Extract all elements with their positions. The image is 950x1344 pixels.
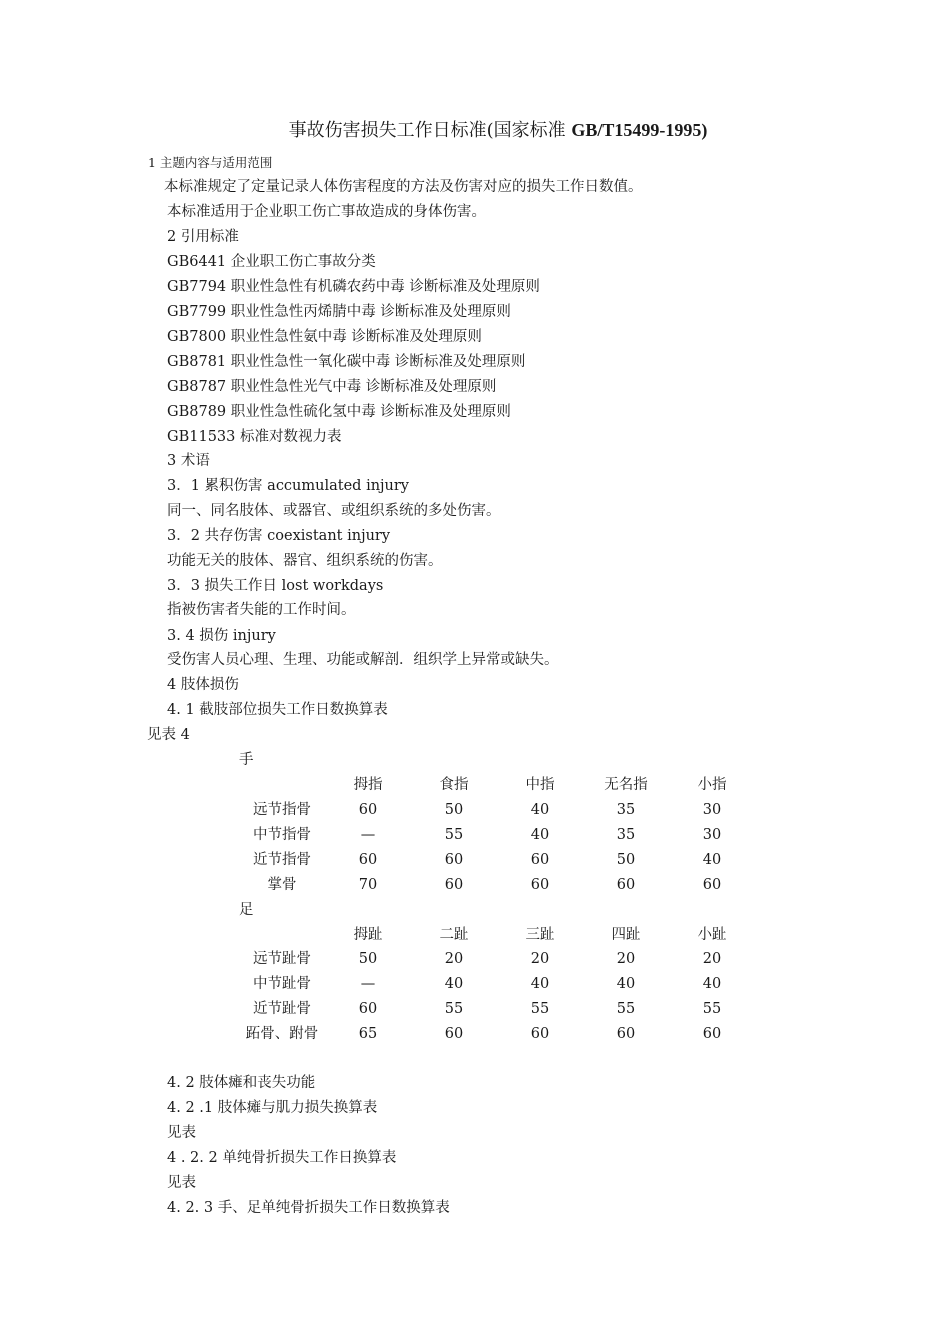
table-cell: 60: [530, 852, 550, 868]
table-cell: 60: [444, 852, 464, 868]
row-label: 近节指骨: [253, 852, 311, 868]
subsection-heading: 4. 2. 3 手、足单纯骨折损失工作日数换算表: [167, 1200, 450, 1216]
term-definition: 受伤害人员心理、生理、功能或解剖．组织学上异常或缺失。: [167, 652, 559, 668]
table-cell: 60: [358, 802, 378, 818]
table-cell: 60: [530, 1026, 550, 1042]
table-cell: 20: [702, 951, 722, 967]
reference-item: GB8789 职业性急性硫化氢中毒 诊断标准及处理原则: [167, 404, 511, 420]
table-cell: —: [360, 827, 376, 843]
term-heading: 3．3 损失工作日 lost workdays: [167, 578, 384, 594]
table-cell: 40: [616, 976, 636, 992]
table-cell: 60: [358, 852, 378, 868]
table-reference: 见表: [167, 1175, 196, 1191]
row-label: 远节趾骨: [253, 951, 311, 967]
table-cell: 60: [358, 1001, 378, 1017]
table-cell: 70: [358, 877, 378, 893]
table-cell: 65: [358, 1026, 378, 1042]
paragraph-scope: 本标准规定了定量记录人体伤害程度的方法及伤害对应的损失工作日数值。: [164, 179, 643, 195]
column-header: 拇指: [353, 777, 383, 793]
table-cell: 60: [702, 1026, 722, 1042]
section-1-heading: 1 主题内容与适用范围: [148, 155, 273, 170]
row-label: 掌骨: [267, 877, 297, 893]
term-heading: 3. 4 损伤 injury: [167, 628, 276, 644]
document-title: [0, 118, 950, 143]
table-cell: 60: [702, 877, 722, 893]
subsection-heading: 4. 2 肢体瘫和丧失功能: [167, 1075, 316, 1091]
column-header: 拇趾: [353, 927, 383, 943]
reference-item: GB8787 职业性急性光气中毒 诊断标准及处理原则: [167, 379, 497, 395]
table-cell: 40: [702, 852, 722, 868]
reference-item: GB7800 职业性急性氨中毒 诊断标准及处理原则: [167, 329, 482, 345]
table-cell: 60: [530, 877, 550, 893]
table-cell: 35: [616, 802, 636, 818]
column-header: 无名指: [604, 777, 648, 793]
column-header: 小指: [697, 777, 727, 793]
table-cell: 40: [530, 802, 550, 818]
term-heading: 3．1 累积伤害 accumulated injury: [167, 478, 409, 494]
row-label: 近节趾骨: [253, 1001, 311, 1017]
table-cell: 60: [444, 877, 464, 893]
table-cell: 55: [444, 1001, 464, 1017]
table-cell: 30: [702, 827, 722, 843]
reference-item: GB7799 职业性急性丙烯腈中毒 诊断标准及处理原则: [167, 304, 511, 320]
column-header: 食指: [439, 777, 469, 793]
table-cell: 55: [444, 827, 464, 843]
term-definition: 同一、同名肢体、或器官、或组织系统的多处伤害。: [167, 503, 501, 519]
table-cell: 40: [444, 976, 464, 992]
row-label: 中节趾骨: [253, 976, 311, 992]
term-heading: 3．2 共存伤害 coexistant injury: [167, 528, 391, 544]
table-cell: 20: [616, 951, 636, 967]
table-cell: 55: [616, 1001, 636, 1017]
section-2-heading: 2 引用标准: [167, 229, 239, 245]
table-cell: 20: [530, 951, 550, 967]
reference-item: GB6441 企业职工伤亡事故分类: [167, 254, 376, 270]
table-cell: 35: [616, 827, 636, 843]
column-header: 小趾: [697, 927, 727, 943]
table-cell: 30: [702, 802, 722, 818]
table-cell: —: [360, 976, 376, 992]
table-cell: 40: [702, 976, 722, 992]
table-cell: 50: [444, 802, 464, 818]
table-cell: 40: [530, 976, 550, 992]
table-cell: 55: [530, 1001, 550, 1017]
term-definition: 指被伤害者失能的工作时间。: [167, 602, 356, 618]
reference-item: GB7794 职业性急性有机磷农药中毒 诊断标准及处理原则: [167, 279, 540, 295]
paragraph-applicability: 本标准适用于企业职工伤亡事故造成的身体伤害。: [167, 204, 486, 220]
subsection-heading: 4. 1 截肢部位损失工作日数换算表: [167, 702, 388, 718]
title-text: 事故伤害损失工作日标准(国家标准: [288, 120, 572, 141]
row-label: 跖骨、跗骨: [245, 1026, 319, 1042]
row-label: 远节指骨: [253, 802, 311, 818]
term-definition: 功能无关的肢体、器官、组织系统的伤害。: [167, 553, 443, 569]
row-label: 中节指骨: [253, 827, 311, 843]
table-cell: 50: [358, 951, 378, 967]
column-header: 四趾: [611, 927, 641, 943]
column-header: 中指: [525, 777, 555, 793]
subsection-heading: 4. 2 .1 肢体瘫与肌力损失换算表: [167, 1100, 378, 1116]
section-4-heading: 4 肢体损伤: [167, 677, 239, 693]
reference-item: GB8781 职业性急性一氧化碳中毒 诊断标准及处理原则: [167, 354, 526, 370]
section-3-heading: 3 术语: [167, 453, 210, 469]
table-cell: 60: [444, 1026, 464, 1042]
table-label: 足: [239, 902, 254, 918]
table-cell: 60: [616, 877, 636, 893]
table-cell: 60: [616, 1026, 636, 1042]
table-reference: 见表 4: [147, 727, 190, 743]
column-header: 三趾: [525, 927, 555, 943]
table-label: 手: [239, 752, 254, 768]
table-reference: 见表: [167, 1125, 196, 1141]
table-cell: 50: [616, 852, 636, 868]
table-cell: 40: [530, 827, 550, 843]
title-standard-code: GB/T15499-1995): [571, 120, 708, 140]
table-cell: 55: [702, 1001, 722, 1017]
reference-item: GB11533 标准对数视力表: [167, 429, 342, 445]
table-cell: 20: [444, 951, 464, 967]
column-header: 二趾: [439, 927, 469, 943]
subsection-heading: 4 . 2. 2 单纯骨折损失工作日换算表: [167, 1150, 397, 1166]
